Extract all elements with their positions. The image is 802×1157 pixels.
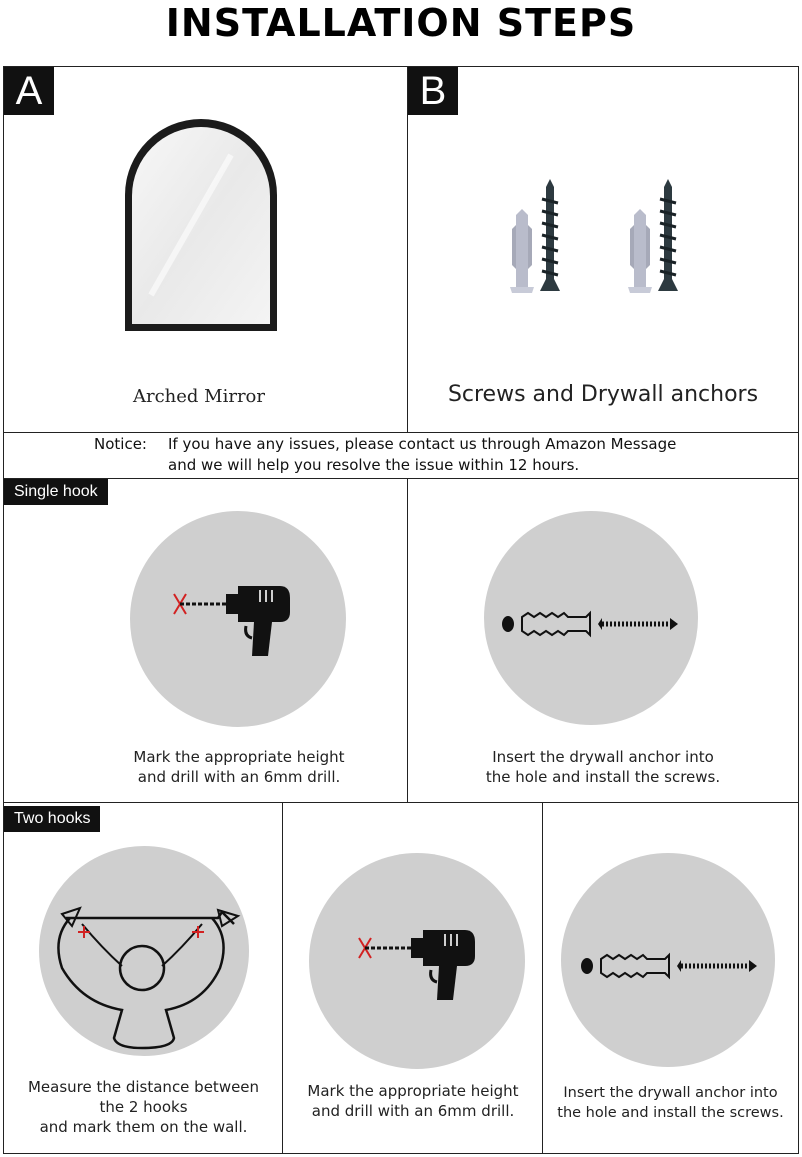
drywall-anchor-icon bbox=[510, 209, 534, 293]
panel-a-tag: A bbox=[4, 67, 54, 115]
notice-label: Notice: bbox=[94, 435, 147, 453]
two-hooks-step-2 bbox=[282, 803, 544, 1154]
drill-icon bbox=[353, 926, 483, 1006]
two-hooks-step-1-caption: Measure the distance between the 2 hooks and mark them on the wall. bbox=[27, 1078, 260, 1136]
anchor-screw-icon bbox=[577, 951, 763, 981]
two-hooks-step-1 bbox=[3, 803, 284, 1154]
measure-hooks-icon bbox=[42, 898, 242, 1058]
two-hooks-tag: Two hooks bbox=[4, 806, 100, 832]
arched-mirror-icon bbox=[121, 115, 281, 335]
single-hook-step-1 bbox=[3, 479, 409, 803]
page-title: INSTALLATION STEPS bbox=[165, 1, 637, 45]
screw-icon bbox=[540, 179, 560, 291]
two-hooks-step-2-caption: Mark the appropriate height and drill with an 6mm drill. bbox=[307, 1082, 519, 1120]
panel-b-tag: B bbox=[408, 67, 458, 115]
drywall-anchor-icon bbox=[628, 209, 652, 293]
notice-box bbox=[3, 432, 799, 479]
single-hook-step-2 bbox=[407, 479, 799, 803]
panel-a bbox=[3, 66, 409, 433]
single-hook-step-1-caption: Mark the appropriate height and drill with an 6mm drill. bbox=[133, 748, 345, 786]
anchors-and-screws-icon bbox=[508, 179, 708, 299]
two-hooks-step-3 bbox=[542, 803, 799, 1154]
panel-b bbox=[407, 66, 799, 433]
panel-b-caption: Screws and Drywall anchors bbox=[447, 382, 759, 407]
drill-icon bbox=[168, 582, 298, 662]
screw-icon bbox=[658, 179, 678, 291]
notice-text: If you have any issues, please contact us through Amazon Message and we will help you resolve the issue within 12 hours. bbox=[168, 435, 677, 474]
single-hook-step-2-caption: Insert the drywall anchor into the hole and install the screws. bbox=[485, 748, 721, 786]
single-hook-tag: Single hook bbox=[4, 479, 108, 505]
panel-a-caption: Arched Mirror bbox=[132, 386, 265, 407]
two-hooks-step-3-caption: Insert the drywall anchor into the hole and install the screws. bbox=[557, 1085, 784, 1121]
anchor-screw-icon bbox=[498, 609, 684, 639]
